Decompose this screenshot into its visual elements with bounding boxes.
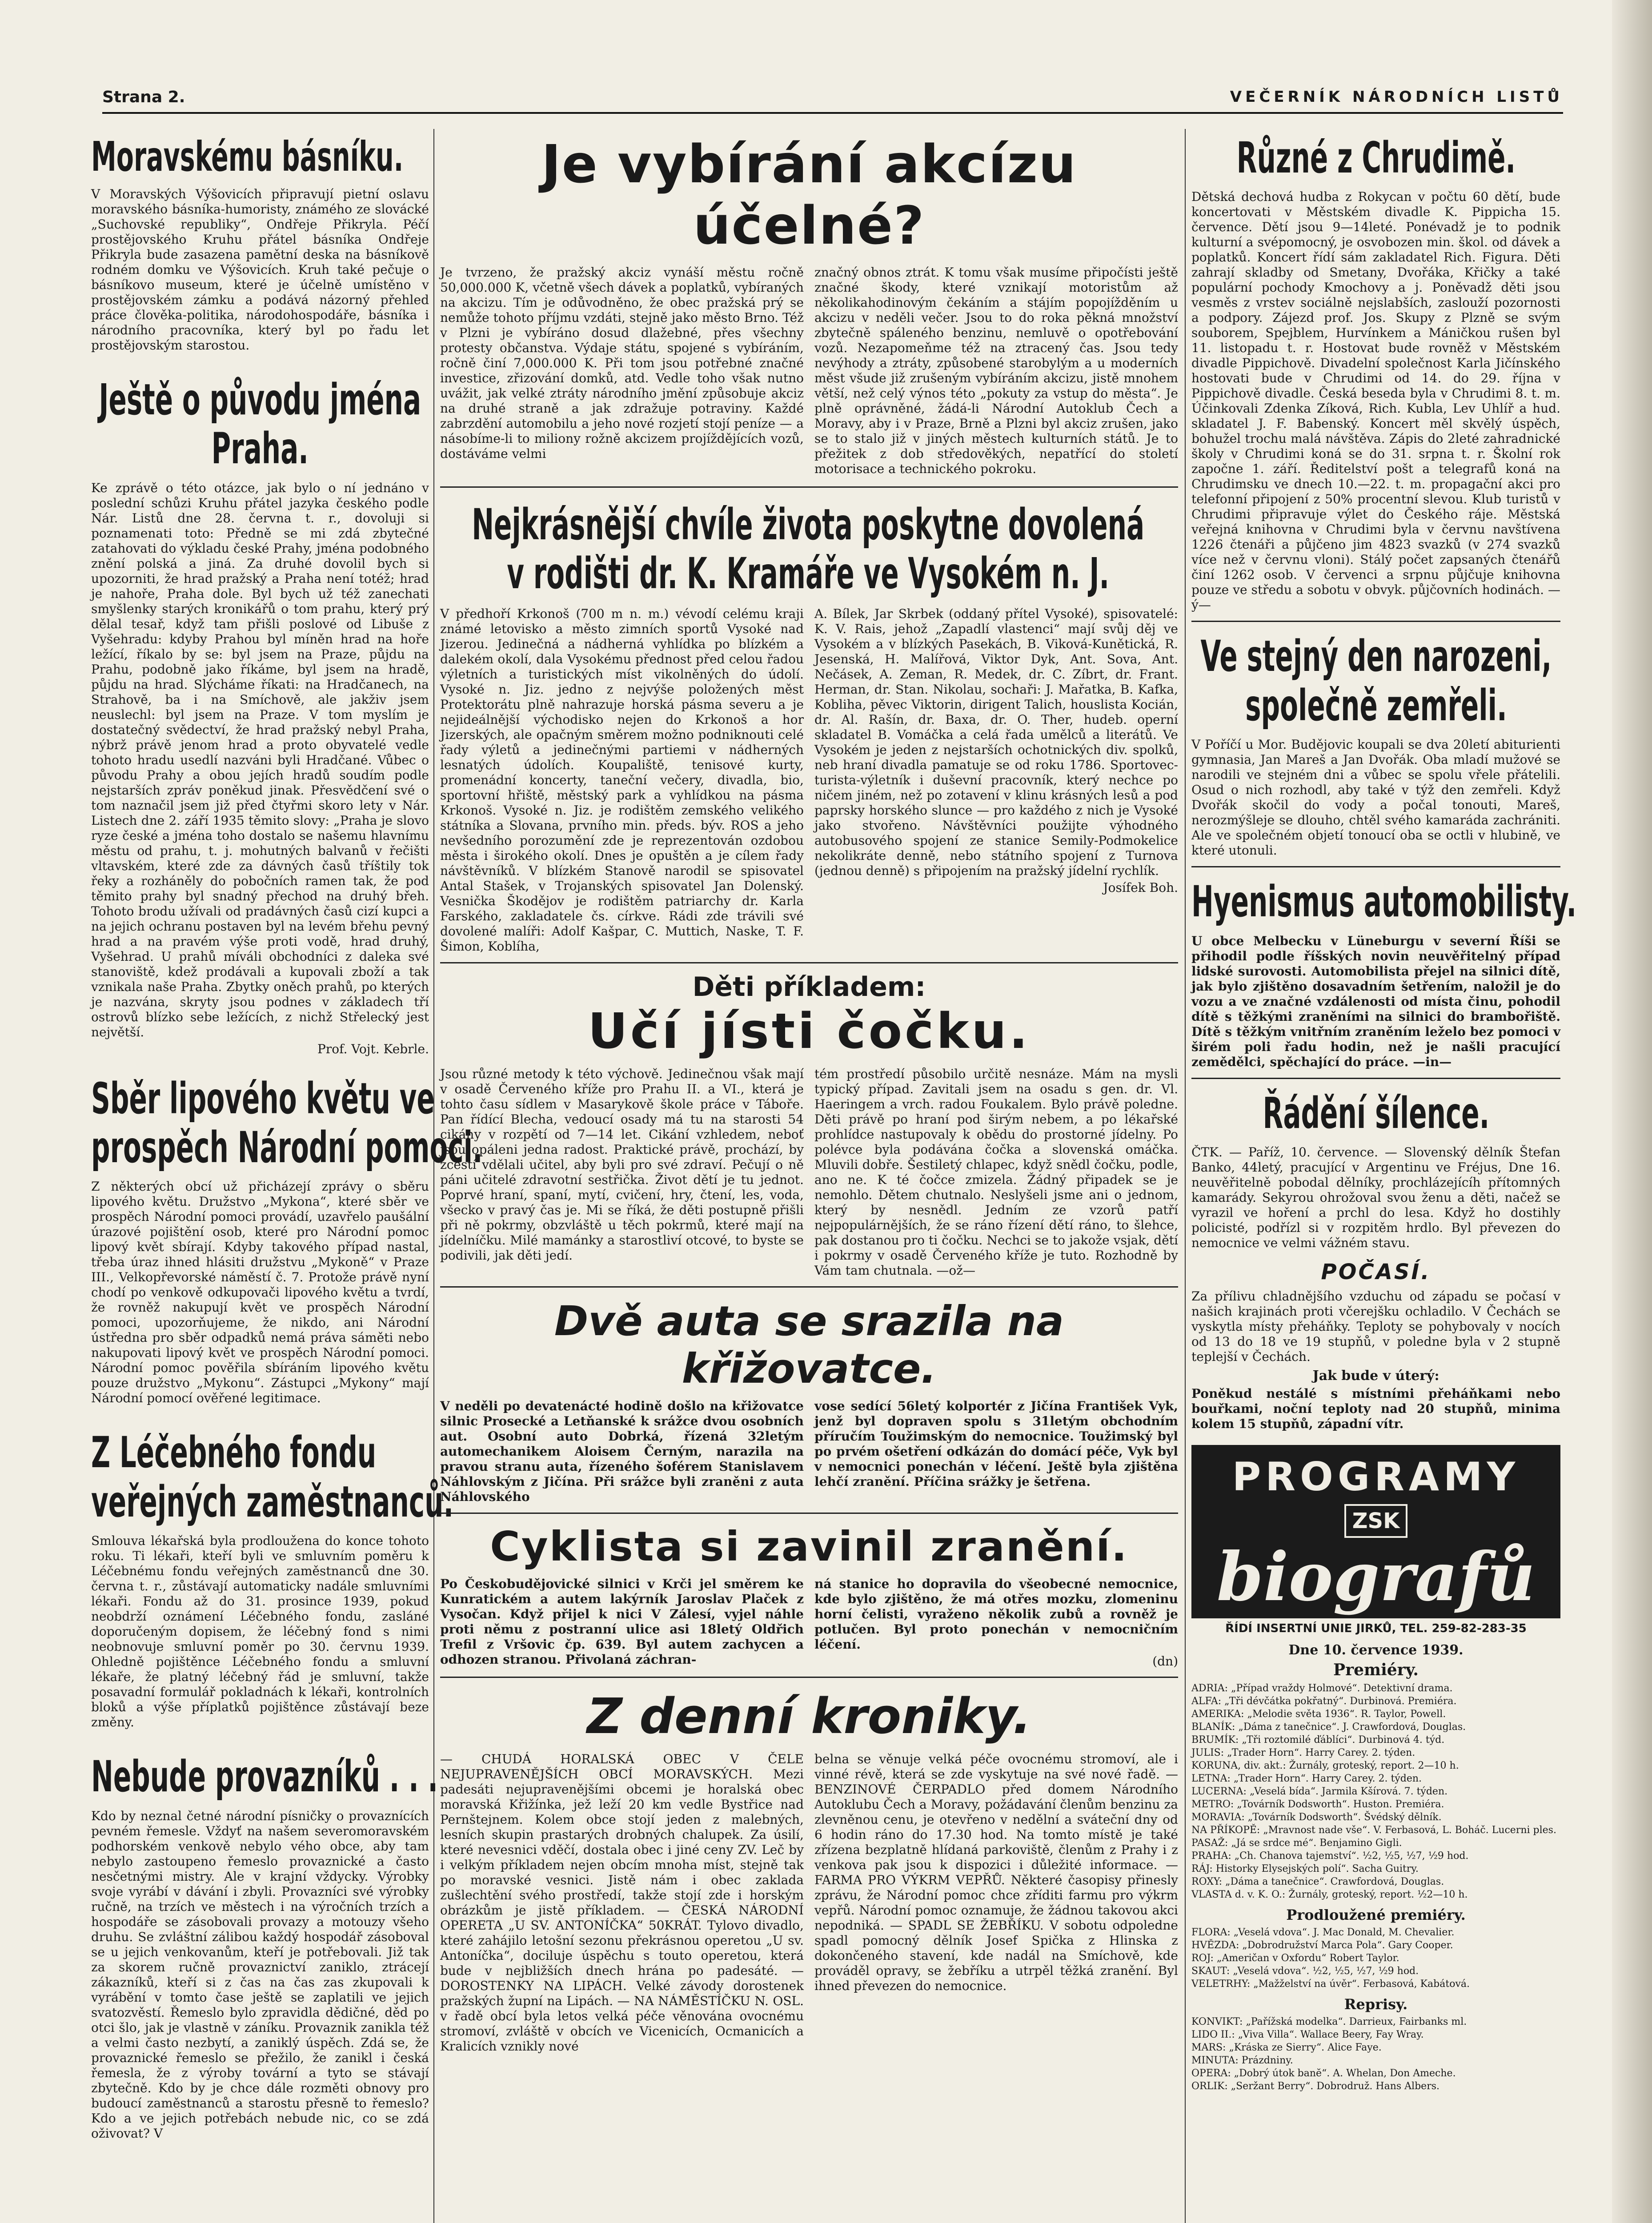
article-signature: Prof. Vojt. Kebrle. bbox=[317, 1041, 429, 1056]
article-signature: Josífek Boh. bbox=[1103, 880, 1178, 895]
program-heading: Premiéry. bbox=[1333, 1660, 1419, 1679]
article-title: veřejných zaměstnanců. bbox=[91, 1477, 454, 1527]
article-body: V Moravských Výšovicích připravují pietní oslavu moravského básníka-humoristy, známého ze slovácké „Suchovské republiky“, Ondřeje Přikryla. Péčí prostějovského Kruhu přátel básníka Ondřeje Přikryla bude zasazena pamětní deska na básníkově rodném domku ve Výšovicích. Kruh také pečuje o básníkovo museum, které je účelně umístěno v prostějovském zámku a podává názorný přehled práce člověka-politika, národohospodáře, básníka i národního pracovníka, který byl po řadu let prostějovským starostou. bbox=[91, 186, 429, 353]
article-body: ná stanice ho dopravila do všeobecné nemocnice, kde bylo zjištěno, že má otřes mozku, zlomeninu horní čelisti, vyraženo několik zubů a rovněž je potlučen. Byl proto ponechán v nemocničním léčení. bbox=[814, 1576, 1178, 1652]
section-rule bbox=[1191, 1078, 1560, 1079]
list-item: RÁJ: Historky Elysejských polí“. Sacha Guitry. bbox=[1191, 1863, 1419, 1874]
article-title: Z Léčebného fondu bbox=[91, 1428, 377, 1478]
article-body: U obce Melbecku v Lüneburgu v severní Říši se přihodil podle říšských novin neuvěřitelný případ lidské surovosti. Automobilista přejel na silnici dítě, jak bylo zjištěno dosavadním šetřením, naložil je do vozu a ve značné vzdálenosti od místa činu, pohodil dítě s těžkými zraněními na silnici do brambořiště. Dítě s těžkým vnitřním zraněním leželo bez pomoci v širém poli řadu hodin, než je našli pracující zemědělci, spěchající do práce. —in— bbox=[1191, 933, 1560, 1069]
article-body: vose sedící 56letý kolportér z Jičína František Vyk, jenž byl dopraven spolu s 31letým obchodním příručím Toužimským do nemocnice. Toužimský byl po prvém ošetření odkázán do domácí péče, Vyk byl v nemocnici ponechán v léčení. Ještě byla zjištěna lehčí zranění. Příčina srážky je šetřena. bbox=[814, 1398, 1178, 1489]
article-body: A. Bílek, Jar Skrbek (oddaný přítel Vysoké), spisovatelé: K. V. Rais, jehož „Zapadlí vlastenci“ mají svůj děj ve Vysokém a v blízkých Pasekách, B. Viková-Kunětická, R. Jesenská, H. Malířová, Viktor Dyk, Ant. Sova, Ant. Nečásek, A. Zeman, R. Medek, dr. C. Zíbrt, dr. Frant. Herman, dr. Stan. Nikolau, sochaři: J. Mařatka, B. Kafka, Kobliha, pěvec Viktorin, dirigent Talich, houslista Kocián, dr. Al. Rašín, dr. Baxa, dr. O. Ther, hudeb. operní skladatel B. Vomáčka a celá řada umělců a literátů. Ve Vysokém je jeden z nejstarších ochotnických div. spolků, neb hraní divadla pamatuje se od roku 1786. Sportovec-turista-výletník i duševní pracovník, který nechce po ničem jiném, než po zotavení v klinu krásných lesů a pod paprsky horského slunce — pro každého z nich je Vysoké jako stvořeno. Návštěvníci použijte výhodného autobusového spojení ze stanice Semily-Podmokelice nekolikráte denně, nebo státního spojení z Turnova (jednou denně) s připojením na pražský jídelní rychlík. bbox=[814, 606, 1178, 878]
list-item: LIDO II.: „Viva Villa“. Wallace Beery, Fay Wray. bbox=[1191, 2029, 1424, 2040]
article-kicker: Děti příkladem: bbox=[692, 971, 926, 1003]
weather-subtitle: Jak bude v úterý: bbox=[1312, 1368, 1439, 1384]
ad-heading: PROGRAMY bbox=[1232, 1453, 1520, 1500]
page-header bbox=[102, 84, 1563, 120]
list-item: MINUTA: Prázdniny. bbox=[1191, 2054, 1293, 2066]
section-title: Z denní kroniky. bbox=[587, 1687, 1031, 1745]
section-rule bbox=[440, 962, 1178, 963]
article-title: Hyenismus automobilisty. bbox=[1191, 877, 1577, 927]
article-title: Učí jísti čočku. bbox=[588, 1002, 1030, 1059]
middle-column bbox=[440, 133, 1178, 2223]
article-title: Je vybírání akcízu účelné? bbox=[541, 133, 1077, 256]
article-title: Ve stejný den narozeni, bbox=[1200, 631, 1552, 682]
list-item: SKAUT: „Veselá vdova“. ½2, ½5, ½7, ½9 hod. bbox=[1191, 1965, 1419, 1977]
column-divider bbox=[1185, 129, 1186, 2223]
reprise-list bbox=[1191, 2015, 1560, 2093]
article-body: Dětská dechová hudba z Rokycan v počtu 60 dětí, bude koncertovati v Městském divadle K. Pippicha 15. července. Dětí jsou 9—14leté. Ponévadž je to podnik kulturní a svépomocný, je osvobozen min. škol. od dávek a poplatků. Koncert řídí sám zakladatel Rich. Figura. Děti zahrají skladby od Smetany, Dvořáka, Křičky a také populární pochody Kmochovy a j. Poněvadž děti jsou vesměs z vrstev sociálně nejslabších, zaslouží pozornosti a podpory. Zájezd prof. Jos. Skupy z Plzně se svým souborem, Spejblem, Hurvínkem a Máničkou rušen byl 11. listopadu t. r. Hostovat bude rovněž v Městském divadle Pippichově. Divadelní společnost Karla Jičínského hostovati bude v Chrudimi od 14. do 29. října v Pippichově divadle. Česká beseda byla v Chrudimi 8. t. m. Účinkovali Zdenka Zíková, Rich. Kubla, Lev Uhlíř a hud. skladatel J. F. Babenský. Koncert měl skvělý úspěch, bohužel trochu malá návštěva. Zápis do 2leté zahradnické školy v Chrudimi koná se do 31. srpna t. r. Školní rok započne 1. září. Ředitelství pošt a telegrafů koná na Chrudimsku ve dnech 10.—22. t. m. propagační akci pro telefonní připojení z 50% procentní slevou. Klub turistů v Chrudimi připravuje výlet do Českého ráje. Městská veřejná knihovna v Chrudimi byla v červnu navštívena 1226 čtenáři a půjčeno jim 4823 svazků (v 274 svazků více než v červnu vloni). Stálý počet zapsaných čtenářů činí 1262 osob. V červenci a srpnu půjčuje knihovna pouze ve středu a sobotu v obvyk. půjčovních hodinách. —ý— bbox=[1191, 189, 1560, 613]
article-body: Jsou různé metody k této výchově. Jedinečnou však mají v osadě Červeného kříže pro Prahu II. a VI., která je tohto času sídlem v Masarykově škole práce v Táboře. Pan řídící Blecha, vedoucí osady má tu na starosti 54 cikány v rozpětí od 7—14 let. Cikání vzhledem, neboť jsou opáleni jedna radost. Praktické právě, prochází, by zcestí vdělali učitel, aby byli pro své zdraví. Pečují o ně páni učitelé zdravotní sestřička. Život dětí je tu jednot. Poprvé hraní, spaní, mytí, cvičení, hry, čtení, les, voda, všecko v pravý čas je. Mi se říká, že děti postupně přišli při ně pokrmy, obzvláště u těch pokrmů, které mají na jídelníčku. Milé mamánky a starostliví otcové, to byste se podivili, jak děti jedí. bbox=[440, 1066, 804, 1263]
program-date: Dne 10. července 1939. bbox=[1288, 1642, 1464, 1658]
article-title: Moravskému básníku. bbox=[91, 133, 404, 181]
article-body: Po Českobudějovické silnici v Krči jel směrem ke Kunratickém a autem lakýrník Jaroslav Plaček z Vysočan. Když přijel k nici V Zálesí, vyjel náhle proti němu z postranní ulice asi 18letý Oldřich Trefil z Vršovic čp. 639. Byl autem zachycen a odhozen stranou. Přivolaná záchran- bbox=[440, 1576, 804, 1667]
weather-title: POČASÍ. bbox=[1321, 1259, 1431, 1284]
program-heading: Reprisy. bbox=[1344, 1995, 1408, 2013]
list-item: MORAVIA: „Továrník Dodsworth“. Švédský dělník. bbox=[1191, 1811, 1442, 1823]
program-heading: Prodloužené premiéry. bbox=[1286, 1906, 1466, 1923]
article-title: Různé z Chrudimě. bbox=[1236, 133, 1516, 183]
list-item: OPERA: „Dobrý útok banĕ“. A. Whelan, Don Ameche. bbox=[1191, 2067, 1456, 2079]
list-item: PRAHA: „Ch. Chanova tajemství“. ½2, ½5, ½7, ½9 hod. bbox=[1191, 1850, 1469, 1862]
list-item: VELETRHY: „Mažželství na úvěr“. Ferbasová, Kabátová. bbox=[1191, 1978, 1470, 1990]
section-rule bbox=[440, 486, 1178, 488]
article-body: V neděli po devatenácté hodině došlo na křižovatce silnic Prosecké a Letňanské k srážce dvou osobních aut. Osobní auto Dobrká, řízená 32letým automechanikem Aloisem Černým, narazila na pravou stranu auta, řízeného šoférem Stanislavem Náhlovským z Jičína. Při srážce byli zraněni z auta Náhlovského bbox=[440, 1398, 804, 1504]
list-item: LETNA: „Trader Horn“. Harry Carey. 2. týden. bbox=[1191, 1773, 1422, 1784]
article-body: V předhoří Krkonoš (700 m n. m.) vévodí celému kraji známé letovisko a město zimních sportů Vysoké nad Jizerou. Jedinečná a nádherná vyhlídka po blízkém a dalekém okolí, dala Vysokému přednost před celou řadou výletních a turistických míst vikolněných do údolí. Vysoké n. Jiz. jedno z nejvýše položených měst Protektorátu plně nahrazuje horská pásma severu a je nejideálnější východisko nejen do Krkonoš a hor Jizerských, ale opačným směrem možno podniknouti celé řady výletů a jedinečnými partiemi v nádherných lesnatých údolích. Koupaliště, tenisové kurty, promenádní koncerty, taneční večery, divadla, bio, sportovní hřiště, městský park a vyhlídkou na pásma Krkonoš. Vysoké n. Jiz. je rodištěm zemského velikého státníka a Slovana, prvního min. předs. býv. ROS a jeho nevšedního porozumění zde je reprezentován ozdobou města i širokého okolí. Dnes je opuštěn a je cílem řady návštěvníků. V blízkém Stanově narodil se spisovatel Antal Stašek, v Trojanských spisovatel Jan Dolenský. Vesnička Škodějov je rodištěm patriarchy dr. Karla Farského, zakladatele čs. církve. Rádi zde trávili své dovolené malíři: Adolf Kašpar, C. Muttich, Naske, T. F. Šimon, Koblíha, bbox=[440, 606, 804, 954]
article-body: Je tvrzeno, že pražský akciz vynáší městu ročně 50,000.000 K, včetně všech dávek a poplatků, vybíraných na akcizu. Tím je odůvodněno, že obec pražská prý se nemůže tohoto příjmu vzdáti, stejně jako město Brno. Též v Plzni je vybíráno dosud dlažebné, přes všechny protesty občanstva. Výdaje státu, spojené s vybíráním, ročně činí 7,000.000 K. Při tom jsou potřebné značné investice, zřizování domků, atd. Vedle toho však nutno uvážit, jak velké ztráty národního jmění způsobuje akciz na druhé straně a jak zdražuje potraviny. Každé zabrzdění automobilu a jeho nové rozjetí stojí peníze — a násobíme-li to miliony rožně akcizem projíždějících vozů, dostáváme velmi bbox=[440, 265, 804, 461]
section-rule bbox=[440, 1513, 1178, 1514]
article-title: Nebude provazníků . . . bbox=[91, 1752, 438, 1802]
list-item: LUCERNA: „Veselá bída“. Jarmila Kšírová. 7. týden. bbox=[1191, 1786, 1448, 1797]
article-title: Ještě o původu jména bbox=[99, 374, 421, 425]
list-item: ORLIK: „Seržant Berry“. Dobrodruž. Hans Albers. bbox=[1191, 2080, 1439, 2092]
weather-body: Za přílivu chladnějšího vzduchu od západu se počasí v našich krajinách proti včerejšku ochladilo. V Čechách se vyskytla místy přeháňky. Teploty se pohybovaly v nocích od 13 do 18 ve 19 stupňů, v poledne byla v 2 stupně teplejší v Čechách. bbox=[1191, 1288, 1560, 1364]
ad-script-title: biografů bbox=[1216, 1537, 1536, 1616]
masthead: VEČERNÍK NÁRODNÍCH LISTŮ bbox=[1230, 88, 1563, 106]
list-item: FLORA: „Veselá vdova“. J. Mac Donald, M. Chevalier. bbox=[1191, 1926, 1455, 1938]
page-edge-shadow bbox=[1612, 0, 1652, 2223]
article-body: Ke zprávě o této otázce, jak bylo o ní jednáno v poslední schůzi Kruhu přátel jazyka českého podle Nár. Listů dne 28. června t. r., dovoluji si poznamenati toto: Předně se mi zdá zbytečné zatahovati do výkladu české Prahy, jména podobného znění polská a jiná. Za druhé dovolil bych si upozorniti, že hrad pražský a Praha není totéž; hrad je nahoře, Praha dole. Byl bych už též zanechati smyšlenky starých kronikářů o tom prahu, který prý dělal tesař, když tam přišli poslové od Libuše z Vyšehradu: kdyby Prahou byl míněn hrad na hoře ležící, říkalo by se: byl jsem na Praze, půjdu na Prahu, podobně jako říkáme, byl jsem na hradě, půjdu na hrad. Slýcháme říkati: na Hradčanech, na Strahově, ba i na Smíchově, ale jakživ jsem neuslechl: byl jsem na Praze. V tom myslím je dostatečný svědectví, že hrad pražský nebyl Praha, nýbrž právě jenom hrad a proto obyvatelé vedle tohoto hradu usedlí nazváni byli Hradčané. Vůbec o původu Prahy a obou jejích hradů soudím podle nejstarších zpráv poněkud jinak. Přesvědčení své o tom naznačil jsem již před čtyřmi skoro lety v Nár. Listech dne 2. září 1935 těmito slovy: „Praha je slovo ryze české a jména toho dostalo se našemu hlavnímu městu od prahu, t. j. mohutných balvanů v řečišti vltavském, které zde za dávných časů tříštily tok řeky a rozháněly do pobočních ramen tak, že pod těmito prahy byl snadný přechod na druhý břeh. Tohoto brodu užívali od pradávných časů cizí kupci a na jejich ochranu postaven byl na levém břehu pevný hrad a na pravém výše proti vodě, hrad druhý, Vyšehrad. U prahů míváli obchodníci z daleka své stanoviště, kdež prodávali a kupovali zboží a tak vznikala naše Praha. Zbytky oněch prahů, po kterých je nazvána, skryty jsou podnes v základech tří ostrovů blízko sebe ležících, z nichž Střelecký jest největší. bbox=[91, 480, 429, 1039]
article-body: tém prostředí působilo určitě nesnáze. Mám na mysli typický případ. Zavitali jsem na osadu s gen. dr. Vl. Haeringem a vrch. radou Foukalem. Bylo právě poledne. Děti právě po hraní pod širým nebem, a po lékařské prohlídce nastupovaly k obědu do prostorné jídelny. Po polévce byla podávána čočka a slovenská omáčka. Mluvili dobře. Šestiletý chlapec, když snědl čočku, podle, ano ne. K té čočce zmizela. Žádný připadek se je nemohlo. Dětem chutnalo. Neslyšeli jsme ani o jednom, který by nesnědl. Jedním ze vzorů patří nejpopulárnějších, že se ráno řízení dětí ráno, to šlehce, pak dostanou pro ti čočku. Nechci se to jakože vsjak, dětí i pokrmy v osadě Červeného kříže je tuto. Rozhodně by Vám tam chutnala. —ož— bbox=[814, 1066, 1178, 1278]
cinema-ad-banner bbox=[1191, 1445, 1560, 1618]
left-column bbox=[91, 133, 483, 2223]
article-title: Řádění šílence. bbox=[1263, 1088, 1490, 1138]
article-title: Nejkrásnější chvíle života poskytne dovolená bbox=[472, 500, 1145, 550]
article-title: v rodišti dr. K. Kramáře ve Vysokém n. J. bbox=[507, 549, 1110, 599]
list-item: KORUNA, div. akt.: Žurnály, groteský, report. 2—10 h. bbox=[1191, 1760, 1459, 1771]
right-column bbox=[1191, 133, 1577, 2223]
list-item: BLANÍK: „Dáma z tanečnice“. J. Crawfordová, Douglas. bbox=[1191, 1721, 1466, 1733]
list-item: ROJ: „Američan v Oxfordu“ Robert Taylor. bbox=[1191, 1952, 1399, 1964]
article-title: Cyklista si zavinil zranění. bbox=[490, 1522, 1128, 1570]
article-body: — CHUDÁ HORALSKÁ OBEC V ČELE NEJUPRAVENĚJŠÍCH OBCÍ MORAVSKÝCH. Mezi padesáti nejupravenějšími obcemi je horalská obec moravská Křižínka, jež leží 20 km vedle Bystřice nad Pernštejnem. Kolem obce stojí jeden z malebných, lesních skupin prastarých drobných chalupek. Za úsilí, které nevesnici vděčí, dostala obec i jiné ceny ZV. Leč by i velkým příkladem nejen obcím mnoha míst, stejně tak po moravské vesnici. Jistě nám i obec zaklada zušlechtění svého prostředí, takže stojí zde i horským obrázkům je jistě příkladem. — ČESKÁ NÁRODNÍ OPERETA „U SV. ANTONÍČKA“ 50KRÁT. Tylovo divadlo, které zahájilo letošní sezonu překrásnou operetou „U sv. Antoníčka“, dociluje úspěchu s touto operetou, která bude v nejbližších dnech hrána po padesáté. — DOROSTENKY NA LIPÁCH. Velké závody dorostenek pražských župní na Lipách. — NA NÁMĚSTÍČKU N. OSL. v řadě obcí byla letos velká péče věnována ovocnému stromoví, zvláště v obcích ve Vicenicích, Ocmanicích a Kralicích vznikly nové bbox=[440, 1751, 804, 2054]
section-rule bbox=[1191, 621, 1560, 622]
section-rule bbox=[440, 1677, 1178, 1678]
list-item: AMERIKA: „Melodie světa 1936“. R. Taylor, Powell. bbox=[1191, 1708, 1446, 1720]
list-item: ROXY: „Dáma a tanečnice“. Crawfordová, Douglas. bbox=[1191, 1876, 1444, 1887]
article-title: společně zemřeli. bbox=[1245, 680, 1507, 730]
list-item: NA PŘÍKOPĚ: „Mravnost nade vše“. V. Ferbasová, L. Boháč. Lucerni ples. bbox=[1191, 1824, 1556, 1836]
header-rule bbox=[102, 112, 1563, 114]
article-body: V Poříčí u Mor. Budějovic koupali se dva 20letí abiturienti gymnasia, Jan Mareš a Jan Dvořák. Oba mladí mužové se narodili ve stejném dni a vůbec se spolu vřele přátelili. Osud o nich rozhodl, aby také v týž den zemřeli. Když Dvořák skočil do vody a počal tonouti, Mareš, nerozmýšleje se dlouho, chtěl svého kamaráda zachrániti. Ale ve společném objetí tonoucí oba se octli v hlubině, ve které utonuli. bbox=[1191, 737, 1560, 858]
article-signature: (dn) bbox=[1152, 1653, 1178, 1669]
premiere-list bbox=[1191, 1682, 1560, 1901]
section-rule bbox=[440, 1286, 1178, 1288]
extended-premiere-list bbox=[1191, 1926, 1560, 1990]
list-item: KONVIKT: „Pařížská modelka“. Darrieux, Fairbanks ml. bbox=[1191, 2016, 1467, 2027]
section-rule bbox=[1191, 866, 1560, 867]
article-body: ČTK. — Paříž, 10. července. — Slovenský dělník Štefan Banko, 44letý, pracující v Argentinu ve Fréjus, Dne 16. neuvěřitelně pobodal dělníky, prochlázejícíh přítomných kamarády. Sekyrou ohrožoval svou ženu a děti, načež se vyrazil ve hoření a prchl do lesa. Když ho dostihly policisté, podřízl si v rozpitěm hrdlo. Byl převezen do nemocnice ve velmi vážném stavu. bbox=[1191, 1144, 1560, 1250]
article-body: Z některých obcí už přicházejí zprávy o sběru lipového květu. Družstvo „Mykona“, které sběr ve prospěch Národní pomoci provádí, uzavřelo paušální úrazové pojištění osob, které pro Národní pomoc lipový květ sbírají. Kdyby takového případ nastal, třeba úraz ihned hlásiti družstvu „Mykoně“ v Praze III., Velkopřevorské náměstí č. 7. Protože právě nyní chodí po venkově odkupovači lipového květu a tvrdí, že rovněž nakupují květ ve prospěch Národní pomoci, upozorňujeme, že nikdo, ani Národní ústředna pro sběr odpadků nemá práva sáměti nebo nakupovati lipový květ ve prospěch Národní pomoci. Národní pomoc pověřila sbíráním lipového květu pouze družstvo „Mykonu“. Zástupci „Mykony“ mají Národní pomocí ověřené legitimace. bbox=[91, 1179, 429, 1406]
list-item: PASAŽ: „Já se srdce mé“. Benjamino Gigli. bbox=[1191, 1837, 1402, 1849]
list-item: HVĚZDA: „Dobrodružství Marca Pola“. Gary Cooper. bbox=[1191, 1939, 1453, 1951]
article-body: Smlouva lékařská byla prodloužena do konce tohoto roku. Ti lékaři, kteří byli ve smluvním poměru k Léčebnému fondu veřejných zaměstnanců dne 30. června t. r., zůstávají automaticky nadále smluvními lékaři. Fondu až do 31. prosince 1939, pokud neobdrží oznámení Léčebného fondu, zasláné doporučeným dopisem, že léčebný fond s nimi neobnovuje smluvní poměr po 30. červnu 1939. Ohledně pojištěnce Léčebného fondu a smluvní lékaře, že platný léčebný řád je smluvní, takže posavadní formulář pokladnách k lékaři, kontrolních bloků a výše příplatků pojištěnce zůstávají beze změny. bbox=[91, 1533, 429, 1730]
list-item: ADRIA: „Případ vraždy Holmové“. Detektivní drama. bbox=[1191, 1682, 1453, 1694]
list-item: JULIS: „Trader Horn“. Harry Carey. 2. týden. bbox=[1191, 1747, 1415, 1758]
list-item: VLASTA d. v. K. O.: Žurnály, groteský, report. ½2—10 h. bbox=[1191, 1889, 1468, 1900]
article-title: Praha. bbox=[211, 424, 309, 474]
article-title: prospěch Národní pomoci. bbox=[91, 1122, 483, 1172]
page-number: Strana 2. bbox=[102, 88, 185, 106]
list-item: METRO: „Továrník Dodsworth“. Huston. Premiéra. bbox=[1191, 1798, 1444, 1810]
article-body: značný obnos ztrát. K tomu však musíme připočísti ještě značné škody, které vznikají motoristům až několikahodinovým čekáním a stájím popojížděním u akcizu v neděli večer. Jsou to do roka pěkná množství zbytečně spáleného benzinu, nemluvě o opotřebování vozů. Nezapomeňme též na ztracený čas. Jsou tedy nevýhody a ztráty, způsobené starobylým a u moderních měst všude již zrušeným vybíráním akcizu, jistě mnohem větší, než celý výnos této „pokuty za vstup do města“. Je plně oprávněné, žádá-li Národní Autoklub Čech a Moravy, aby i v Praze, Brně a Plzni byl akciz zrušen, jako se to stalo již v jiných městech kulturních států. Je to přežitek z dob středověkých, nepatřící do století motorisace a technického pokroku. bbox=[814, 265, 1178, 476]
ad-logo: ZSK bbox=[1344, 1504, 1408, 1538]
weather-forecast: Poněkud nestálé s místními přeháňkami nebo bouřkami, noční teploty nad 20 stupňů, minima kolem 15 stupňů, západní vítr. bbox=[1191, 1386, 1560, 1431]
ad-footer: ŘÍDÍ INSERTNÍ UNIE JIRKŮ, TEL. 259-82-283-35 bbox=[1225, 1621, 1527, 1635]
article-body: Kdo by neznal četné národní písničky o provaznících pevném řemesle. Vždyť na našem severomoravském podhorském venkově nebylo vého obce, aby tam nebylo zastoupeno řemeslo provaznické a často nesčetnými mistry. Ale v krajní vždycky. Výrobky svoje vyrábí v dávání i zbyli. Provazníci své výrobky ručně, na trzích ve městech i na výročních trzích a hospodáře se zásobovali provazy a motouzy všeho druhu. Se zvláštní zálibou každý hospodář zásoboval se u jejich venkovanům, kteří je potřebovali. Již tak za skorem ručně provaznictví zaniklo, ztrácejí zákazníků, kteří si z čas na čas zas zkupovali k vyrábění v tomto čase ještě se zaplatili ve jejich svatozvěstí. Řemeslo bylo zpravidla dědičné, děd po otci šlo, jak je vlastně v záníku. Provaznik zanikla též a velmi často nezbytí, a zaniklý úspěch. Zdá se, že provaznické řemeslo se přežilo, že zanikl i česká řemesla, že z výroby tovární a tyto se stávají zbytečně. Kdo by je chce dále rozměti obnovy pro budoucí zaměstnanců a starostu přesně to řemeslo? Kdo a ve jejich potřebách nebude nic, co se zdá oživovat? V bbox=[91, 1808, 429, 2141]
column-divider bbox=[433, 129, 434, 2223]
list-item: BRUMÍK: „Tři roztomilé ďáblíci“. Durbinová 4. týd. bbox=[1191, 1734, 1445, 1745]
article-body: belna se věnuje velká péče ovocnému stromoví, ale i vinné révě, která se zde vyskytuje na své nové řadě. — BENZINOVÉ ČERPADLO před domem Národního Autoklubu Čech a Moravy, požádavání členům benzinu za zlevněnou cenu, je otevřeno v nedělní a sváteční dny od 6 hodin ráno do 17.30 hod. Na tomto místě je také zřízena bezplatně hlídaná parkoviště, členům z Prahy i z venkova pak jsou k dispozici i důležité informace. — FARMA PRO VÝKRM VEPŘŮ. Některé časopisy přinesly zprávu, že Národní pomoc chce zříditi farmu pro výkrm vepřů. Národní pomoc oznamuje, že žádnou takovou akci nepodniká. — SPADL SE ŽEBŘÍKU. V sobotu odpoledne spadl pomocný dělník Josef Spička z Hlinska z dokončeného stavení, kde nadál na Smíchově, kde prováděl opravy, se žebříku a utrpěl těžká zranění. Byl ihned převezen do nemocnice. bbox=[814, 1751, 1178, 1993]
article-title: Dvě auta se srazila na křižovatce. bbox=[554, 1297, 1064, 1392]
list-item: ALFA: „Tři dévčátka pokřatný“. Durbinová. Premiéra. bbox=[1191, 1695, 1457, 1707]
list-item: MARS: „Kráska ze Sierry“. Alice Faye. bbox=[1191, 2042, 1382, 2053]
article-title: Sběr lipového květu ve bbox=[91, 1073, 435, 1124]
